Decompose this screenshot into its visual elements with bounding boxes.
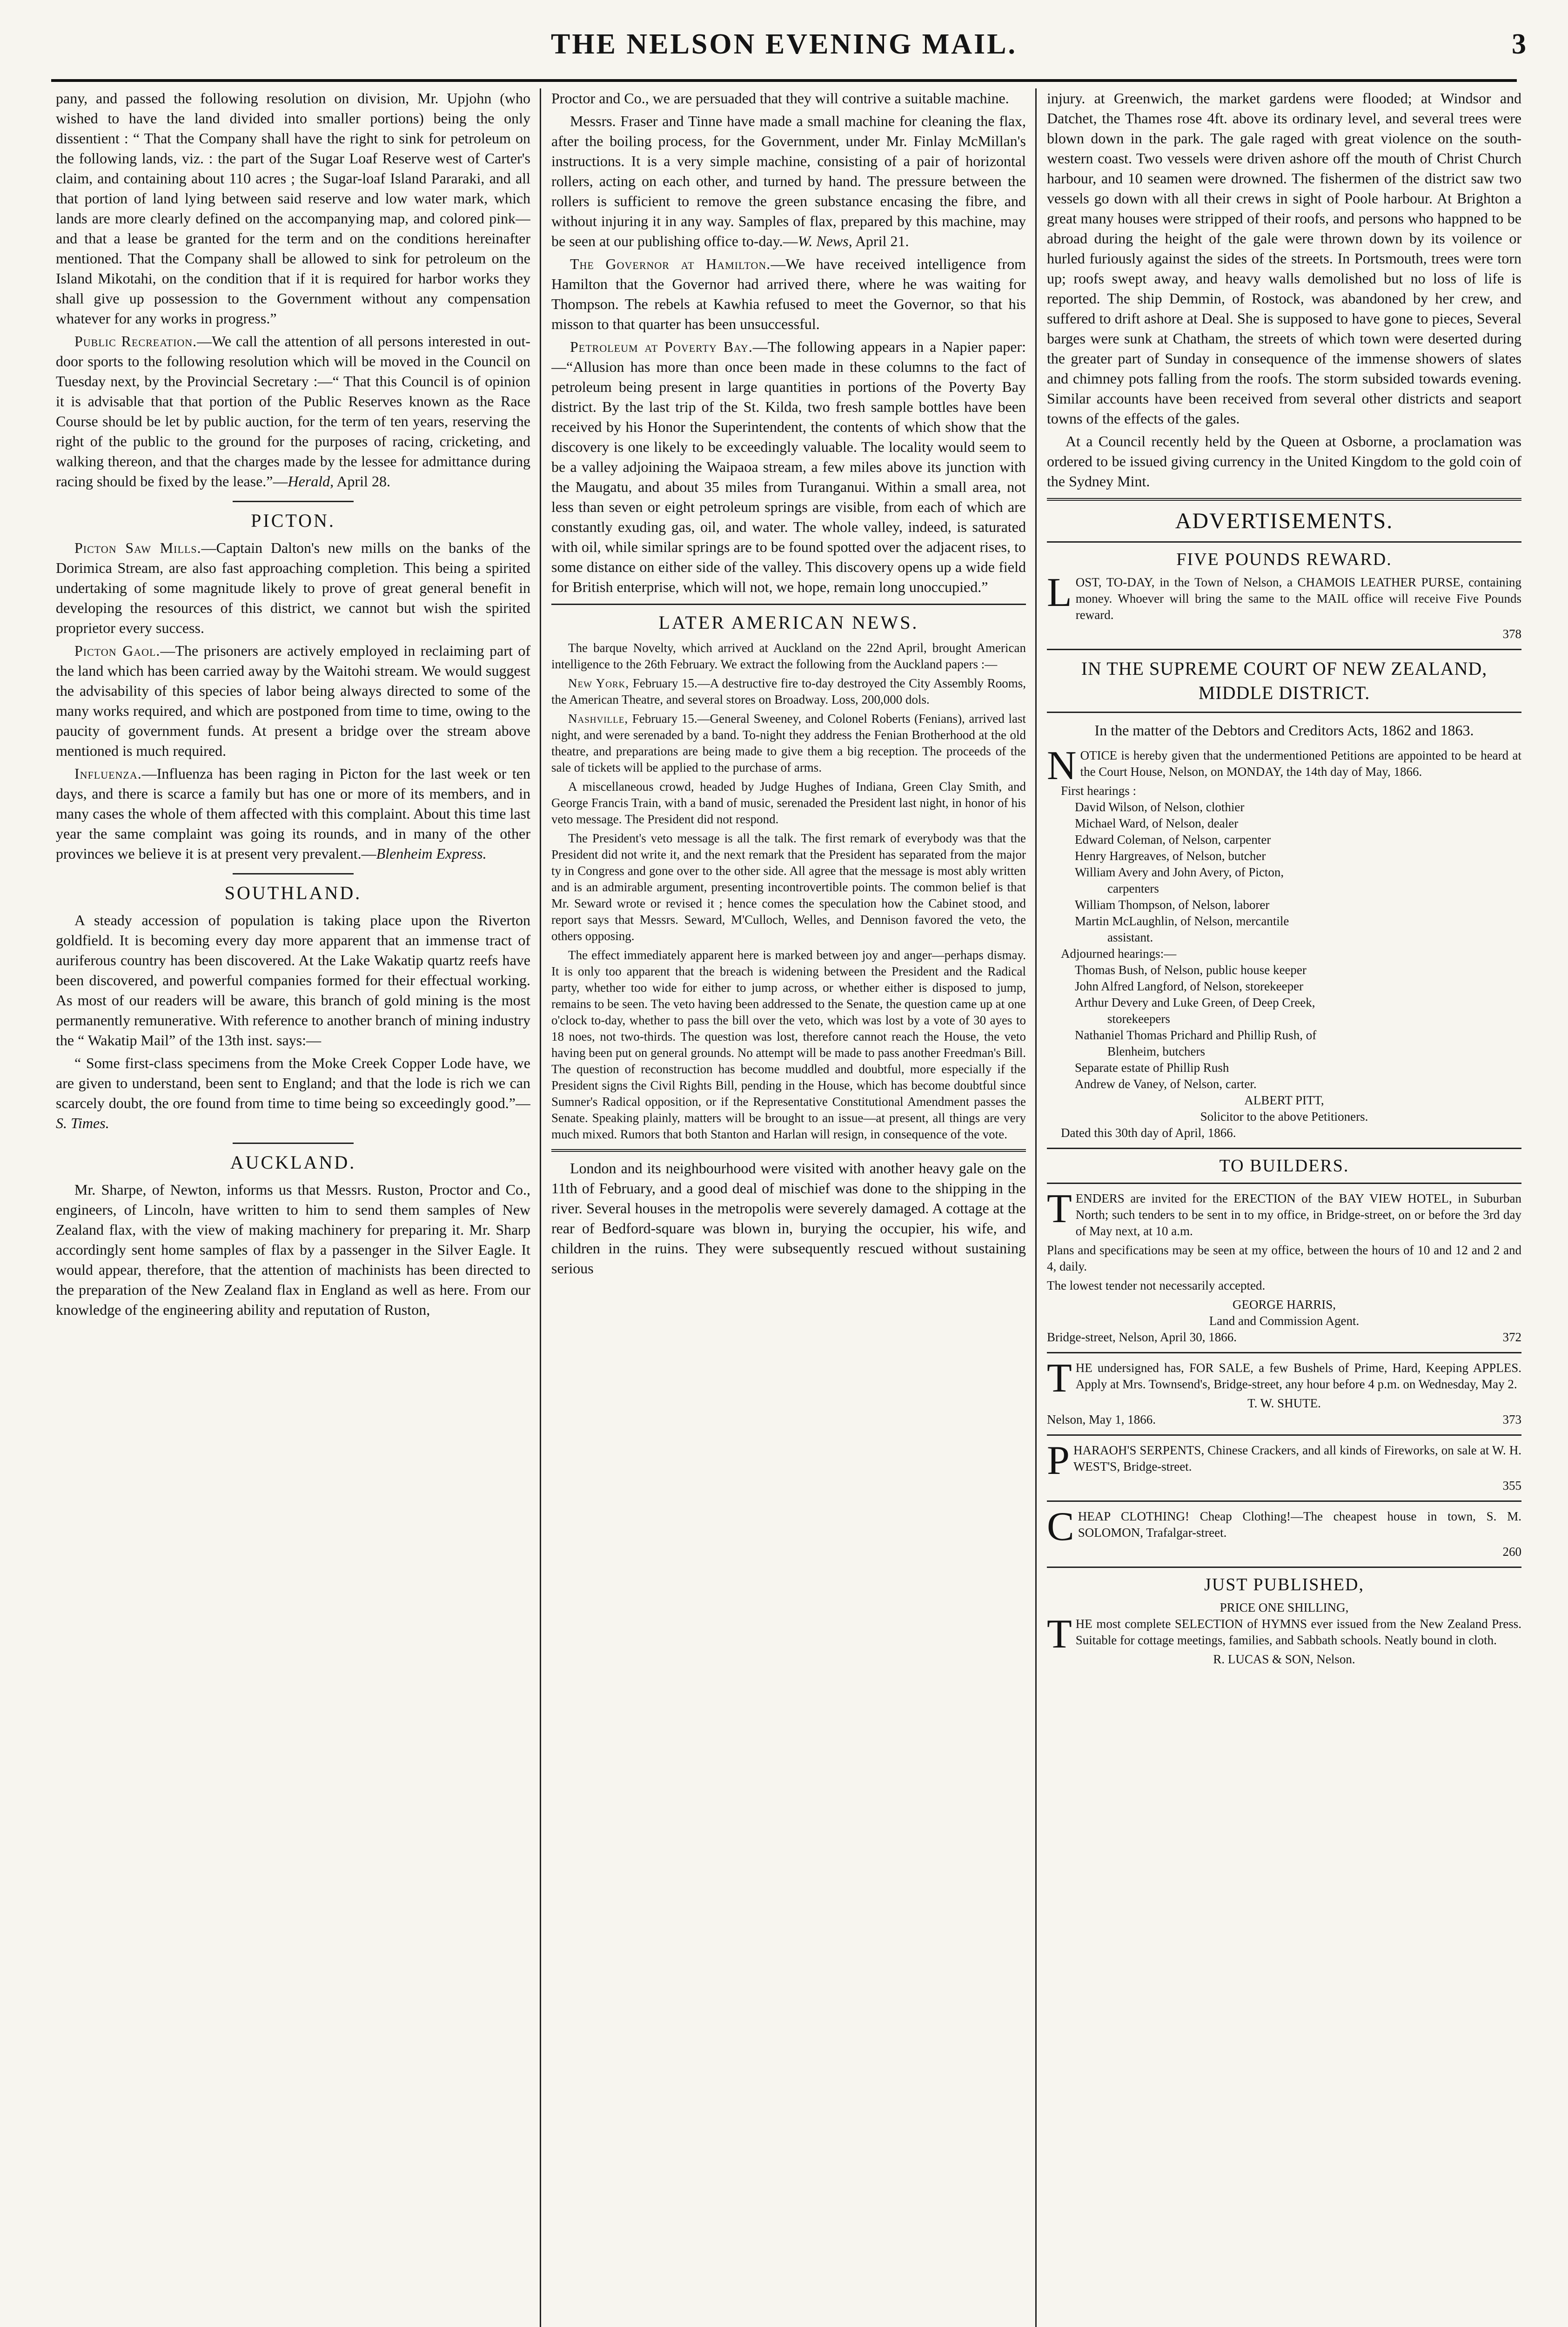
section-rule <box>551 1149 1026 1152</box>
article-paragraph: Picton Gaol.—The prisoners are actively employed in reclaiming part of the land which has been carried away by the Waitohi stream. We would suggest the advisability of this species of labor being always directed to some of the many works required, and which are postponed from time to time, owing to the paucity of government funds. At present a bridge over the stream above mentioned is much required. <box>56 642 530 759</box>
article-paragraph: Influenza.—Influenza has been raging in Picton for the last week or ten days, and there is scarce a family but has one or more of its members, and in many cases the whole of them affected with this complaint. About this time last year the same complaint was going its rounds, and in many of the other provinces we believe it is at present very prevalent.—Blenheim Express. <box>56 765 530 862</box>
list-item: Edward Coleman, of Nelson, carpenter <box>1075 833 1271 847</box>
source-citation: Blenheim Express. <box>376 845 487 862</box>
column-3 <box>1047 88 1521 2327</box>
ad-apples <box>1047 1356 1521 1428</box>
ad-rule <box>1047 1567 1521 1568</box>
ad-date: Dated this 30th day of April, 1866. <box>1061 1126 1236 1140</box>
first-hearings-list <box>1047 799 1521 946</box>
list-item: David Wilson, of Nelson, clothier <box>1075 800 1245 814</box>
section-heading: PICTON. <box>251 510 335 531</box>
section-rule <box>1047 498 1521 501</box>
ad-heading: IN THE SUPREME COURT OF NEW ZEALAND, MIDDLE DISTRICT. <box>1081 658 1488 703</box>
column-divider <box>540 88 541 2327</box>
ad-heading: JUST PUBLISHED, <box>1204 1575 1364 1594</box>
list-item: Arthur Devery and Luke Green, of Deep Creek, <box>1075 995 1315 1009</box>
article-paragraph: Picton Saw Mills.—Captain Dalton's new mills on the banks of the Dorimica Stream, are also fast approaching completion. This being a spirited undertaking of some magnitude likely to prove of great general benefit in developing the resources of this district, we cannot but wish the spirited proprietor every success. <box>56 539 530 636</box>
section-rule <box>233 1143 354 1144</box>
list-item: assistant. <box>1107 930 1153 944</box>
ad-text: HEAP CLOTHING! Cheap Clothing!—The cheapest house in town, S. M. SOLOMON, Trafalgar-street. <box>1078 1509 1521 1540</box>
drop-cap: C <box>1047 1504 1074 1549</box>
list-item: John Alfred Langford, of Nelson, storekeeper <box>1075 979 1304 993</box>
list-item: William Thompson, of Nelson, laborer <box>1075 898 1270 912</box>
source-citation: Herald, <box>288 473 334 490</box>
advertisements-heading: ADVERTISEMENTS. <box>1175 509 1394 533</box>
ad-text: OST, TO-DAY, in the Town of Nelson, a CHAMOIS LEATHER PURSE, containing money. Whoever will bring the same to the MAIL office will receive Five Pounds reward. <box>1075 575 1521 622</box>
ad-heading: FIVE POUNDS REWARD. <box>1176 550 1392 569</box>
signature-name: GEORGE HARRIS, <box>1232 1298 1336 1311</box>
list-item: Michael Ward, of Nelson, dealer <box>1075 816 1239 830</box>
list-item: Separate estate of Phillip Rush <box>1075 1061 1229 1075</box>
ad-heading: TO BUILDERS. <box>1219 1156 1349 1176</box>
article-paragraph: Public Recreation.—We call the attention of all persons interested in out-door sports to the following resolution which will be moved in the Council on Tuesday next, by the Provincial Secretary :—“ That this Council is of opinion it is advisable that that portion of the Public Reserves known as the Race Course should be let by public auction, for the term of ten years, reserving the right of the public to the ground for the purposes of racing, cricketing, and walking thereon, and that the charges made by the lessee for admittance during racing should be fixed by the lease.”—Herald, April 28. <box>56 333 530 490</box>
list-item: William Avery and John Avery, of Picton, <box>1075 865 1284 879</box>
column-2 <box>551 88 1026 2327</box>
ad-fireworks <box>1047 1438 1521 1494</box>
source-citation: W. News, <box>797 233 852 249</box>
ad-number: 373 <box>1502 1412 1521 1426</box>
ad-rule <box>1047 1183 1521 1184</box>
section-rule <box>233 501 354 502</box>
ad-text: HARAOH'S SERPENTS, Chinese Crackers, and all kinds of Fireworks, on sale at W. H. WEST'S, Bridge-street. <box>1073 1443 1521 1473</box>
ad-text: ENDERS are invited for the ERECTION of the BAY VIEW HOTEL, in Suburban North; such tenders to be sent in to my office, in Bridge-street, on or before the 3rd day of May next, at 10 a.m. <box>1075 1191 1521 1238</box>
ad-number: 355 <box>1502 1479 1521 1493</box>
list-item: storekeepers <box>1107 1012 1170 1026</box>
paragraph-lead: Picton Saw Mills. <box>74 539 201 556</box>
ad-reward <box>1047 549 1521 642</box>
article-paragraph: injury. at Greenwich, the market gardens were flooded; at Windsor and Datchet, the Thames rose 4ft. above its ordinary level, and several trees were blown down in the park. The gale raged with great violence on the south-western coast. Two vessels were driven ashore off the mouth of Christ Church harbour, and 10 seamen were drowned. The fishermen of the district saw two vessels go down with all their crews in sight of Poole harbour. At Brighton a great many houses were stripped of their roofs, and persons who happned to be abroad during the height of the gale were thrown down by its voilence or hurled furiously against the sides of the streets. In Portsmouth, trees were torn up; roofs swept away, and heavy walls demolished but no loss of life is reported. The ship Demmin, of Rostock, was abandoned by her crew, and suffered to drift ashore at Deal. She is supposed to have gone to pieces, Several barges were sunk at Chatham, the streets of which town were deserted during the greater part of Sunday in consequence of the immense showers of slates and chimney pots falling from the roofs. The storm subsided towards evening. Similar accounts have been received from several other districts and seaport towns of the effects of the gales. <box>1047 90 1521 427</box>
newspaper-title: THE NELSON EVENING MAIL. <box>550 28 1018 60</box>
source-citation: S. Times. <box>56 1115 109 1131</box>
ad-number: 372 <box>1502 1330 1521 1344</box>
drop-cap: T <box>1047 1612 1072 1657</box>
ad-clothing <box>1047 1504 1521 1560</box>
section-rule <box>233 873 354 874</box>
signature-role: Solicitor to the above Petitioners. <box>1200 1110 1368 1123</box>
signature-name: ALBERT PITT, <box>1244 1093 1324 1107</box>
ad-number: 378 <box>1502 627 1521 641</box>
section-heading: SOUTHLAND. <box>224 882 362 903</box>
signature-name: R. LUCAS & SON, Nelson. <box>1213 1652 1355 1666</box>
news-paragraph: The barque Novelty, which arrived at Auckland on the 22nd April, brought American intelligence to the 26th February. We extract the following from the Auckland papers :— <box>551 641 1026 671</box>
list-item: Blenheim, butchers <box>1107 1044 1205 1058</box>
news-paragraph: Nashville, February 15.—General Sweeney, and Colonel Roberts (Fenians), arrived last night, and were serenaded by a band. To-night they address the Fenian Brotherhood at the old theatre, and preparations are being made to give them a big reception. The proceeds of the sale of tickets will be applied to the purchase of arms. <box>551 712 1026 774</box>
ad-subheading: In the matter of the Debtors and Creditors Acts, 1862 and 1863. <box>1094 722 1474 739</box>
news-paragraph: The President's veto message is all the talk. The first remark of everybody was that the President did not write it, and the next remark that the President has separated from the major ty in Congress and gone over to the other side. All agree that the message is most ably written and is an admirable argument, presenting incontrovertible points. The common belief is that Mr. Seward wrote or revised it ; hence comes the speculation how the Cabinet stood, and report says that Messrs. Seward, M'Culloch, Welles, and Dennison favored the veto, the others opposing. <box>551 831 1026 943</box>
list-label: Adjourned hearings:— <box>1061 947 1177 961</box>
article-paragraph: Messrs. Fraser and Tinne have made a small machine for cleaning the flax, after the boiling process, for the Government, under Mr. Finlay McMillan's instructions. It is a very simple machine, consisting of a pair of horizontal rollers, acting on each other, and turned by hand. The pressure between the rollers is sufficient to remove the green substance encasing the fibre, and without injuring it in any way. Samples of flax, prepared by this machine, may be seen at our publishing office to-day.—W. News, April 21. <box>551 113 1026 249</box>
ad-text: Plans and specifications may be seen at my office, between the hours of 10 and 12 and 2 and 4, daily. <box>1047 1243 1521 1273</box>
list-item: carpenters <box>1107 881 1159 895</box>
ad-rule <box>1047 1352 1521 1353</box>
column-divider <box>1035 88 1037 2327</box>
ad-subheading: PRICE ONE SHILLING, <box>1220 1601 1349 1614</box>
ad-number: 260 <box>1502 1545 1521 1559</box>
section-rule <box>551 604 1026 605</box>
news-paragraph: The effect immediately apparent here is marked between joy and anger—perhaps dismay. It is only too apparent that the breach is widening between the President and the Radical party, whether too wide for either to jump across, or whether either is disposed to jump, remains to be seen. The veto having been addressed to the Senate, the question came up at one o'clock to-day, whether to pass the bill over the veto, which was lost by a vote of 30 ayes to 18 noes, not two-thirds. The question was lost, therefore cannot reach the House, the veto having been put on general grounds. No attempt will be made to pass another Freedman's Bill. The question of reconstruction has become muddled and doubtful, more especially if the President signs the Civil Rights Bill, pending in the House, which has become doubtful since Sumner's Radical opposition, or if the Representative Constitutional Amendment passes the Senate. Speaking plainly, matters will be brought to an issue—at present, all things are very much mixed. Rumors that both Stanton and Harlan will resign, in consequence of the vote. <box>551 948 1026 1141</box>
drop-cap: P <box>1047 1438 1070 1483</box>
ad-place: Bridge-street, Nelson, April 30, 1866. <box>1047 1330 1237 1344</box>
adjourned-hearings-list <box>1047 962 1521 1092</box>
masthead-rule <box>51 79 1517 82</box>
ad-to-builders <box>1047 1156 1521 1345</box>
column-1 <box>56 88 530 2327</box>
ad-rule <box>1047 712 1521 713</box>
article-paragraph: Mr. Sharpe, of Newton, informs us that Messrs. Ruston, Proctor and Co., engineers, of Lincoln, have written to him to send them samples of New Zealand flax, with the view of making machinery for preparing it. Mr. Sharp accordingly sent home samples of flax by a passenger in the Silver Eagle. It would appear, therefore, that the attention of machinists has been directed to the preparation of the New Zealand flax in England as well as here. From our knowledge of the engineering ability and reputation of Ruston, <box>56 1181 530 1318</box>
signature-role: Land and Commission Agent. <box>1209 1314 1360 1328</box>
american-news <box>551 640 1026 1143</box>
paragraph-lead: Influenza. <box>74 765 142 782</box>
list-item: Martin McLaughlin, of Nelson, mercantile <box>1075 914 1289 928</box>
list-label: First hearings : <box>1061 784 1136 798</box>
section-heading: LATER AMERICAN NEWS. <box>658 612 919 633</box>
ad-place: Nelson, May 1, 1866. <box>1047 1412 1156 1426</box>
article-paragraph: A steady accession of population is taking place upon the Riverton goldfield. It is becoming every day more apparent that an immense tract of auriferous country has been discovered. At the Lake Wakatip quartz reefs have been discovered, and powerful companies formed for their effectual working. As most of our readers will be aware, this branch of gold mining is the most permanently remunerative. With reference to another branch of mining industry the “ Wakatip Mail” of the 13th inst. says:— <box>56 912 530 1049</box>
ad-rule <box>1047 1434 1521 1436</box>
drop-cap: N <box>1047 743 1077 788</box>
article-paragraph: “ Some first-class specimens from the Moke Creek Copper Lode have, we are given to understand, been sent to England; and that the lode is rich we can scarcely doubt, the ore found from time to time being so exceedingly good.”—S. Times. <box>56 1055 530 1131</box>
drop-cap: L <box>1047 570 1072 615</box>
list-item: Andrew de Vaney, of Nelson, carter. <box>1075 1077 1257 1091</box>
signature-name: T. W. SHUTE. <box>1247 1396 1321 1410</box>
ad-supreme-court <box>1047 657 1521 1141</box>
article-paragraph: Proctor and Co., we are persuaded that they will contrive a suitable machine. <box>551 90 1009 107</box>
page-number: 3 <box>1512 28 1526 60</box>
masthead <box>0 0 1568 70</box>
article-paragraph: London and its neighbourhood were visited with another heavy gale on the 11th of February, and a good deal of mischief was done to the shipping in the river. Several houses in the metropolis were severely damaged. A cottage at the rear of Bedford-square was blown in, burying the occupier, his wife, and children in the ruins. They were subsequently rescued without sustaining serious <box>551 1160 1026 1277</box>
ad-rule <box>1047 541 1521 543</box>
article-paragraph: Petroleum at Poverty Bay.—The following appears in a Napier paper:—“Allusion has more than once been made in these columns to the fact of petroleum being present in large quantities in portions of the Poverty Bay district. By the last trip of the St. Kilda, two fresh sample bottles have been received by his Honor the Superintendent, the contents of which show that the discovery is one likely to be exceedingly valuable. The locality would seem to be a valley adjoining the Waipaoa stream, a few miles above its junction with the Maugatu, and about 35 miles from Turanganui. Within a small area, not less than seven or eight petroleum springs are visible, from each of which are constantly exuding gas, oil, and water. The whole valley, indeed, is saturated with oil, while similar springs are to be found spotted over the adjacent rises, to some distance on either side of the valley. This discovery opens up a wide field for British enterprise, which will not, we hope, remain long unoccupied.” <box>551 338 1026 595</box>
ad-rule <box>1047 1148 1521 1149</box>
paragraph-lead: Picton Gaol. <box>74 642 161 659</box>
ad-text: HE most complete SELECTION of HYMNS ever issued from the New Zealand Press. Suitable for cottage meetings, families, and Sabbath schools. Neatly bound in cloth. <box>1075 1617 1521 1647</box>
paragraph-lead: Public Recreation. <box>74 333 197 350</box>
ad-rule <box>1047 1500 1521 1502</box>
article-paragraph: pany, and passed the following resolution on division, Mr. Upjohn (who wished to have the land divided into smaller portions) being the only dissentient : “ That the Company shall have the right to sink for petroleum on the following lands, viz. : the part of the Sugar Loaf Reserve west of Carter's claim, and containing about 110 acres ; the Sugar-loaf Island Pararaki, and all that portion of land lying between said reserve and low water mark, which lands are more clearly defined on the accompanying map, and colored pink—and that a lease be granted for the term and on the conditions hereinafter mentioned. That the Company shall be allowed to sink for petroleum on the Island Mikotahi, on the condition that if it is required for harbor works they shall give up possession to the Government without any compensation whatever for any works in progress.” <box>56 90 530 327</box>
drop-cap: T <box>1047 1356 1072 1401</box>
news-paragraph: A miscellaneous crowd, headed by Judge Hughes of Indiana, Green Clay Smith, and George Francis Train, with a band of music, serenaded the President last night, in honor of his veto message. The President did not respond. <box>551 780 1026 826</box>
ad-hymns <box>1047 1574 1521 1668</box>
ad-text: The lowest tender not necessarily accepted. <box>1047 1278 1266 1292</box>
article-paragraph: The Governor at Hamilton.—We have received intelligence from Hamilton that the Governor had arrived there, where he was waiting for Thompson. The rebels at Kawhia refused to meet the Governor, so that his misson to that quarter has been unsuccessful. <box>551 256 1026 332</box>
ad-text: HE undersigned has, FOR SALE, a few Bushels of Prime, Hard, Keeping APPLES. Apply at Mrs. Townsend's, Bridge-street, any hour before 4 p.m. on Wednesday, May 2. <box>1075 1361 1521 1391</box>
list-item: Nathaniel Thomas Prichard and Phillip Rush, of <box>1075 1028 1317 1042</box>
section-heading: AUCKLAND. <box>230 1152 356 1173</box>
drop-cap: T <box>1047 1186 1072 1231</box>
list-item: Thomas Bush, of Nelson, public house keeper <box>1075 963 1307 977</box>
news-paragraph: New York, February 15.—A destructive fire to-day destroyed the City Assembly Rooms, the American Theatre, and several stores on Broadway. Loss, 200,000 dols. <box>551 676 1026 706</box>
ad-rule <box>1047 649 1521 650</box>
list-item: Henry Hargreaves, of Nelson, butcher <box>1075 849 1266 863</box>
paragraph-lead: The Governor at Hamilton. <box>570 256 771 272</box>
article-paragraph: At a Council recently held by the Queen at Osborne, a proclamation was ordered to be issued giving currency in the United Kingdom to the gold coin of the Sydney Mint. <box>1047 433 1521 490</box>
paragraph-lead: Petroleum at Poverty Bay. <box>570 338 753 355</box>
ad-text: OTICE is hereby given that the undermentioned Petitions are appointed to be heard at the Court House, Nelson, on MONDAY, the 14th day of May, 1866. <box>1080 748 1521 779</box>
